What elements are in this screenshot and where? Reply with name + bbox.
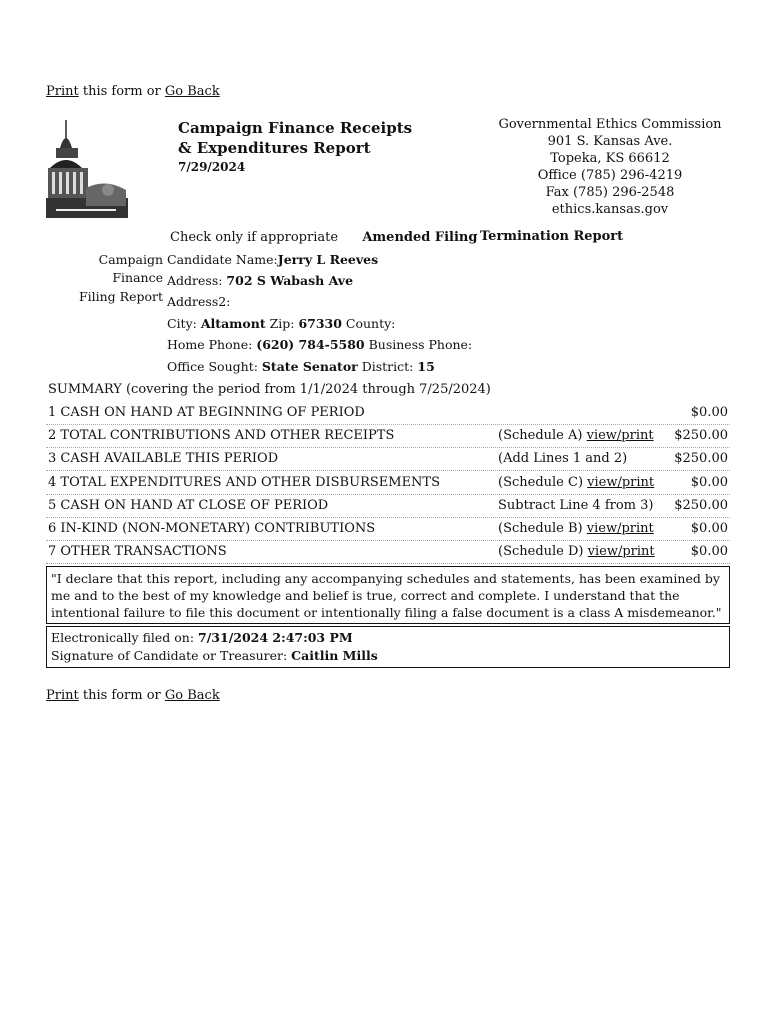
county-label: County: [341, 316, 396, 331]
kansas-capitol-seal-image [46, 118, 128, 218]
summary-row-amount: $0.00 [690, 521, 728, 536]
summary-row [46, 542, 730, 564]
summary-row-amount: $250.00 [674, 428, 728, 444]
schedule-text: (Add Lines 1 and 2) [498, 451, 628, 467]
row-divider [46, 517, 730, 518]
report-title [178, 118, 412, 158]
org-name: Governmental Ethics Commission [498, 117, 722, 132]
summary-row-amount: $250.00 [674, 497, 728, 513]
signature-name: Caitlin Mills [291, 648, 378, 663]
termination-report-label: Termination Report [480, 229, 624, 244]
signature-row [51, 647, 725, 665]
finance-label: Finance [112, 270, 163, 285]
schedule-text: Subtract Line 4 from 3) [498, 497, 654, 513]
district-label: District: [357, 359, 418, 374]
schedule-text: (Schedule B) [498, 521, 587, 536]
summary-row-label: 1 CASH ON HAND AT BEGINNING OF PERIOD [48, 405, 365, 420]
summary-row-schedule [498, 498, 653, 513]
row-divider [46, 470, 730, 471]
summary-row [46, 519, 730, 541]
org-office-phone: Office (785) 296-4219 [537, 168, 683, 183]
efiled-label: Electronically filed on: [51, 630, 199, 645]
summary-row [46, 473, 730, 495]
row-divider [46, 563, 730, 564]
phone-row [167, 337, 472, 352]
summary-row-schedule [498, 475, 654, 490]
check-label: Check only if appropriate [170, 230, 339, 245]
summary-row [46, 449, 730, 471]
schedule-text: (Schedule C) [498, 474, 588, 490]
summary-row-amount: $250.00 [674, 451, 728, 467]
org-website: ethics.kansas.gov [551, 202, 669, 217]
print-link[interactable]: Print [46, 84, 79, 99]
row-divider [46, 424, 730, 425]
view-print-link[interactable]: view/print [586, 521, 654, 536]
address2-label: Address2: [167, 294, 231, 309]
address2-row [167, 294, 230, 309]
office-value: State Senator [261, 359, 358, 374]
go-back-link[interactable]: Go Back [164, 84, 220, 99]
commission-address-block [470, 116, 750, 218]
city-zip-row [167, 316, 395, 331]
summary-row-label: 3 CASH AVAILABLE THIS PERIOD [48, 451, 279, 467]
summary-row-amount: $0.00 [690, 474, 728, 490]
summary-row-label: 2 TOTAL CONTRIBUTIONS AND OTHER RECEIPTS [48, 428, 395, 444]
filing-check-row [170, 230, 477, 245]
address-value: 702 S Wabash Ave [226, 273, 354, 288]
summary-row [46, 426, 730, 448]
summary-row-label: 6 IN-KIND (NON-MONETARY) CONTRIBUTIONS [48, 521, 376, 536]
summary-row [46, 496, 730, 518]
summary-row-label: 7 OTHER TRANSACTIONS [48, 544, 227, 560]
address-row [167, 273, 353, 288]
declaration-text: "I declare that this report, including any accompanying schedules and statements, has been examined by me and to the best of my knowledge and belief is true, correct and complete. I understand that the intentional failure to file this document or intentionally filing a false document is a class A misdemeanor." [51, 571, 722, 620]
bottom-nav [46, 688, 220, 703]
print-link-bottom[interactable]: Print [46, 688, 79, 703]
summary-row-schedule [498, 428, 654, 443]
top-nav [46, 84, 220, 99]
view-print-link[interactable]: view/print [587, 474, 655, 490]
declaration-box [46, 566, 730, 624]
efiled-box [46, 626, 730, 668]
office-row [167, 359, 435, 374]
candidate-name-row [167, 252, 378, 267]
campaign-label: Campaign [98, 252, 163, 267]
nav-middle-text-bottom: this form or [78, 688, 165, 703]
schedule-text: (Schedule A) [498, 428, 587, 444]
summary-row-schedule [498, 544, 655, 559]
signature-label: Signature of Candidate or Treasurer: [51, 648, 292, 663]
row-divider [46, 540, 730, 541]
org-fax: Fax (785) 296-2548 [545, 185, 675, 200]
view-print-link[interactable]: view/print [586, 428, 654, 444]
city-label: City: [167, 316, 201, 331]
efiled-row [51, 629, 725, 647]
home-phone-value: (620) 784-5580 [256, 337, 365, 352]
report-date: 7/29/2024 [178, 160, 246, 174]
go-back-link-bottom[interactable]: Go Back [164, 688, 220, 703]
business-phone-label: Business Phone: [364, 337, 473, 352]
summary-row-amount: $0.00 [690, 544, 728, 560]
filing-report-label: Filing Report [78, 289, 163, 304]
schedule-text: (Schedule D) [498, 544, 588, 560]
zip-label: Zip: [265, 316, 299, 331]
summary-row [46, 403, 730, 425]
title-line-2: & Expenditures Report [178, 139, 371, 157]
org-street: 901 S. Kansas Ave. [547, 134, 673, 149]
address-label: Address: [167, 273, 227, 288]
view-print-link[interactable]: view/print [587, 544, 655, 560]
summary-row-label: 5 CASH ON HAND AT CLOSE OF PERIOD [48, 497, 329, 513]
zip-value: 67330 [298, 316, 342, 331]
nav-middle-text: this form or [78, 84, 165, 99]
row-divider [46, 494, 730, 495]
row-divider [46, 447, 730, 448]
candidate-name-value: Jerry L Reeves [277, 252, 379, 267]
summary-row-schedule [498, 521, 654, 536]
efiled-datetime: 7/31/2024 2:47:03 PM [198, 630, 353, 645]
city-value: Altamont [200, 316, 266, 331]
office-label: Office Sought: [167, 359, 262, 374]
candidate-name-label: Candidate Name: [167, 252, 278, 267]
summary-row-amount: $0.00 [690, 405, 728, 420]
amended-filing-label: Amended Filing [362, 230, 478, 245]
summary-row-label: 4 TOTAL EXPENDITURES AND OTHER DISBURSEMENTS [48, 474, 441, 490]
summary-row-schedule [498, 451, 627, 466]
title-line-1: Campaign Finance Receipts [178, 119, 413, 137]
district-value: 15 [417, 359, 435, 374]
home-phone-label: Home Phone: [167, 337, 257, 352]
org-city: Topeka, KS 66612 [550, 151, 670, 166]
summary-heading: SUMMARY (covering the period from 1/1/2024 through 7/25/2024) [48, 382, 491, 397]
